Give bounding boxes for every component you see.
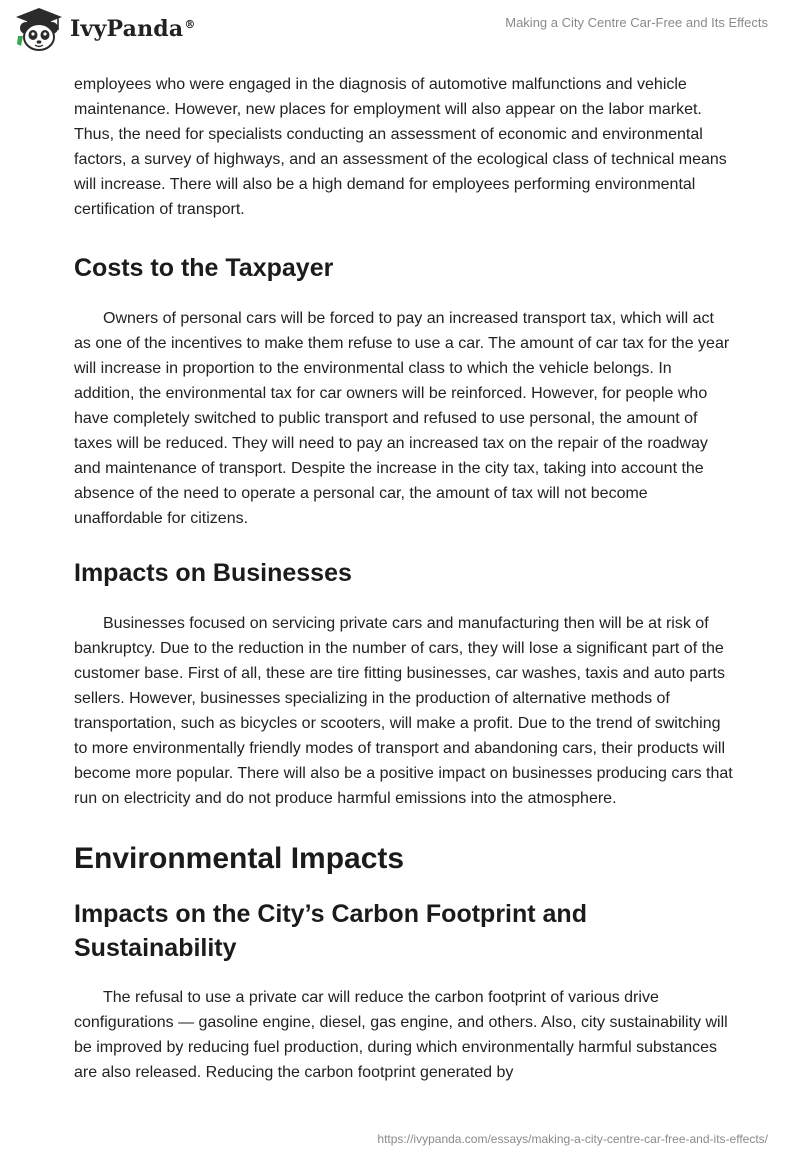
costs-paragraph: Owners of personal cars will be forced to pay an increased transport tax, which will act as one of the incentives to make them refuse to use a car. The amount of car tax for the year will increase in proportion to the environmental class to which the vehicle belongs. In addition, the environmental tax for car owners will be reinforced. However, for people who have completely switched to public transport and refused to use personal, the amount of taxes will be reduced. They will need to pay an increased tax on the repair of the roadway and maintenance of transport. Despite the increase in the city tax, taking into account the absence of the need to operate a personal car, the amount of tax will not become unaffordable for citizens. — [74, 310, 730, 527]
document-title: Making a City Centre Car-Free and Its Effects — [505, 15, 768, 30]
carbon-paragraph: The refusal to use a private car will reduce the carbon footprint of various drive configurations — gasoline engine, diesel, gas engine, and others. Also, city sustainability will be improved by reducing fuel production, during which environmentally harmful substances are also released. Reducing the carbon footprint generated by — [74, 989, 728, 1081]
heading-environmental-impacts: Environmental Impacts — [74, 842, 405, 875]
logo-wordmark: IvyPanda® — [70, 16, 196, 42]
logo[interactable] — [14, 6, 196, 52]
business-paragraph: Businesses focused on servicing private cars and manufacturing then will be at risk of bankruptcy. Due to the reduction in the number of cars, they will lose a significant part of the customer base. First of all, these are tire fitting businesses, car washes, taxis and auto parts sellers. However, businesses specializing in the production of alternative methods of transportation, such as bicycles or scooters, will make a profit. Due to the trend of switching to more environmentally friendly modes of transport and abandoning cars, their products will become more popular. There will also be a positive impact on businesses producing cars that run on electricity and do not produce harmful emissions into the atmosphere. — [74, 615, 733, 807]
heading-costs-to-taxpayer: Costs to the Taxpayer — [74, 254, 334, 282]
footer-source-url[interactable]: https://ivypanda.com/essays/making-a-city-centre-car-free-and-its-effects/ — [377, 1132, 768, 1146]
intro-paragraph: employees who were engaged in the diagnosis of automotive malfunctions and vehicle maintenance. However, new places for employment will also appear on the labor market. Thus, the need for specialists conducting an assessment of economic and environmental factors, a survey of highways, and an assessment of the ecological class of technical means will increase. There will also be a high demand for employees performing environmental certification of transport. — [74, 76, 727, 218]
heading-carbon-footprint: Impacts on the City’s Carbon Footprint and Sustainability — [74, 900, 587, 962]
page-header — [0, 0, 800, 60]
heading-impacts-on-businesses: Impacts on Businesses — [74, 559, 352, 587]
panda-logo-icon — [14, 6, 64, 52]
essay-content — [74, 72, 734, 1085]
